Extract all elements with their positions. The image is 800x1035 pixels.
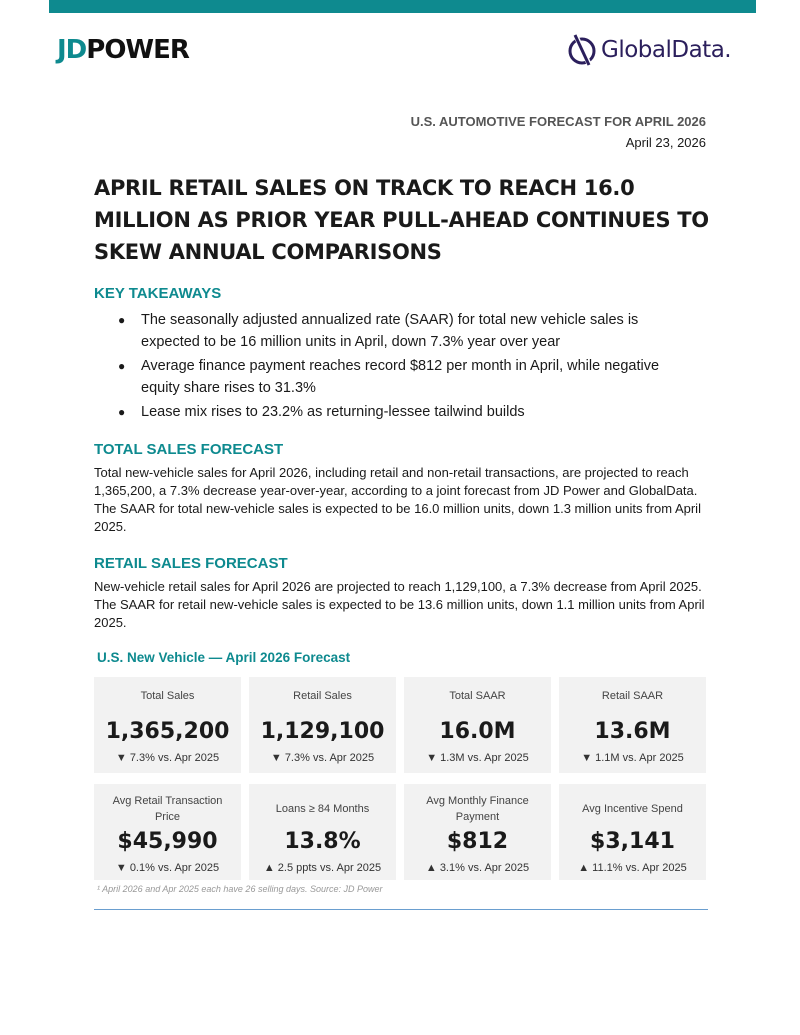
kpi-value: 13.6M xyxy=(594,719,671,744)
kpi-change: ▼ 0.1% vs. Apr 2025 xyxy=(115,862,220,874)
takeaway-item xyxy=(116,309,696,353)
kpi-card-total-saar xyxy=(404,677,551,773)
kpi-change: ▼ 1.1M vs. Apr 2025 xyxy=(581,752,684,764)
kpi-value: 1,129,100 xyxy=(260,719,385,744)
kpi-value: $812 xyxy=(446,829,509,854)
kpi-card-long-loans xyxy=(249,784,396,880)
kpi-card-avg-transaction-price xyxy=(94,784,241,880)
kpi-value: 16.0M xyxy=(439,719,516,744)
kpi-label: Total Sales xyxy=(140,690,195,702)
kpi-label: Total SAAR xyxy=(449,690,506,702)
kpi-label: Retail SAAR xyxy=(601,690,664,702)
kpi-change: ▼ 1.3M vs. Apr 2025 xyxy=(426,752,529,764)
takeaway-item xyxy=(116,401,696,423)
kpi-change: ▲ 11.1% vs. Apr 2025 xyxy=(578,862,687,874)
takeaway-text: Lease mix rises to 23.2% as returning-lessee tailwind builds xyxy=(141,404,525,420)
key-takeaways-list xyxy=(116,309,696,425)
kpi-card-retail-sales xyxy=(249,677,396,773)
kpi-value: $3,141 xyxy=(590,829,675,854)
takeaway-text: Average finance payment reaches record $812 per month in April, while negative equity share rises to 31.3% xyxy=(141,358,660,396)
bullet-icon: ● xyxy=(118,359,126,373)
globaldata-mark-icon xyxy=(566,32,598,68)
bullet-icon: ● xyxy=(118,405,126,419)
jdpower-logo xyxy=(57,37,189,63)
divider xyxy=(94,909,708,910)
footnote: ¹ April 2026 and Apr 2025 each have 26 selling days. Source: JD Power xyxy=(97,884,383,894)
kpi-label: Avg Retail Transaction Price xyxy=(112,795,223,823)
key-takeaways-heading: KEY TAKEAWAYS xyxy=(94,285,222,302)
report-date: April 23, 2026 xyxy=(625,135,706,150)
total-sales-paragraph: Total new-vehicle sales for April 2026, including retail and non-retail transactions, are projected to reach 1,365,200, a 7.3% decrease year-over-year, according to a joint forecast from JD Power and GlobalData. The SAAR for total new-vehicle sales is expected to be 16.0 million units, down 1.3 million units from April 2025. xyxy=(94,465,701,534)
report-title: U.S. AUTOMOTIVE FORECAST FOR APRIL 2026 xyxy=(410,114,706,129)
kpi-value: 13.8% xyxy=(284,829,361,854)
jdpower-logo-jd: JD xyxy=(57,35,87,65)
kpi-value: 1,365,200 xyxy=(105,719,230,744)
kpi-change: ▼ 7.3% vs. Apr 2025 xyxy=(270,752,375,764)
kpi-label: Loans ≥ 84 Months xyxy=(275,803,370,815)
takeaway-item xyxy=(116,355,696,399)
bullet-icon: ● xyxy=(118,313,126,327)
kpi-label: Avg Monthly Finance Payment xyxy=(426,795,529,823)
kpi-change: ▼ 7.3% vs. Apr 2025 xyxy=(115,752,220,764)
kpi-value: $45,990 xyxy=(117,829,218,854)
kpi-card-retail-saar xyxy=(559,677,706,773)
jdpower-logo-power: POWER xyxy=(86,35,189,65)
kpi-change: ▲ 3.1% vs. Apr 2025 xyxy=(425,862,530,874)
takeaway-text: The seasonally adjusted annualized rate (SAAR) for total new vehicle sales is expected to be 16 million units in April, down 7.3% year over year xyxy=(141,312,639,350)
retail-sales-heading: RETAIL SALES FORECAST xyxy=(94,555,288,572)
kpi-change: ▲ 2.5 ppts vs. Apr 2025 xyxy=(263,862,382,874)
headline: APRIL RETAIL SALES ON TRACK TO REACH 16.0 MILLION AS PRIOR YEAR PULL-AHEAD CONTINUES TO SKEW ANNUAL COMPARISONS xyxy=(94,176,709,264)
kpi-card-avg-incentive-spend xyxy=(559,784,706,880)
kpi-label: Retail Sales xyxy=(293,690,352,702)
globaldata-logo xyxy=(566,32,731,68)
total-sales-heading: TOTAL SALES FORECAST xyxy=(94,441,284,458)
kpi-card-avg-finance-payment xyxy=(404,784,551,880)
top-accent-bar xyxy=(49,0,756,13)
globaldata-logo-text: GlobalData. xyxy=(601,37,732,63)
kpi-label: Avg Incentive Spend xyxy=(582,803,683,815)
forecast-grid-title: U.S. New Vehicle — April 2026 Forecast xyxy=(97,650,351,665)
retail-sales-paragraph: New-vehicle retail sales for April 2026 are projected to reach 1,129,100, a 7.3% decrease from April 2025. The SAAR for retail new-vehicle sales is expected to be 13.6 million units, down 1.1 million units from April 2025. xyxy=(94,579,705,630)
kpi-card-total-sales xyxy=(94,677,241,773)
